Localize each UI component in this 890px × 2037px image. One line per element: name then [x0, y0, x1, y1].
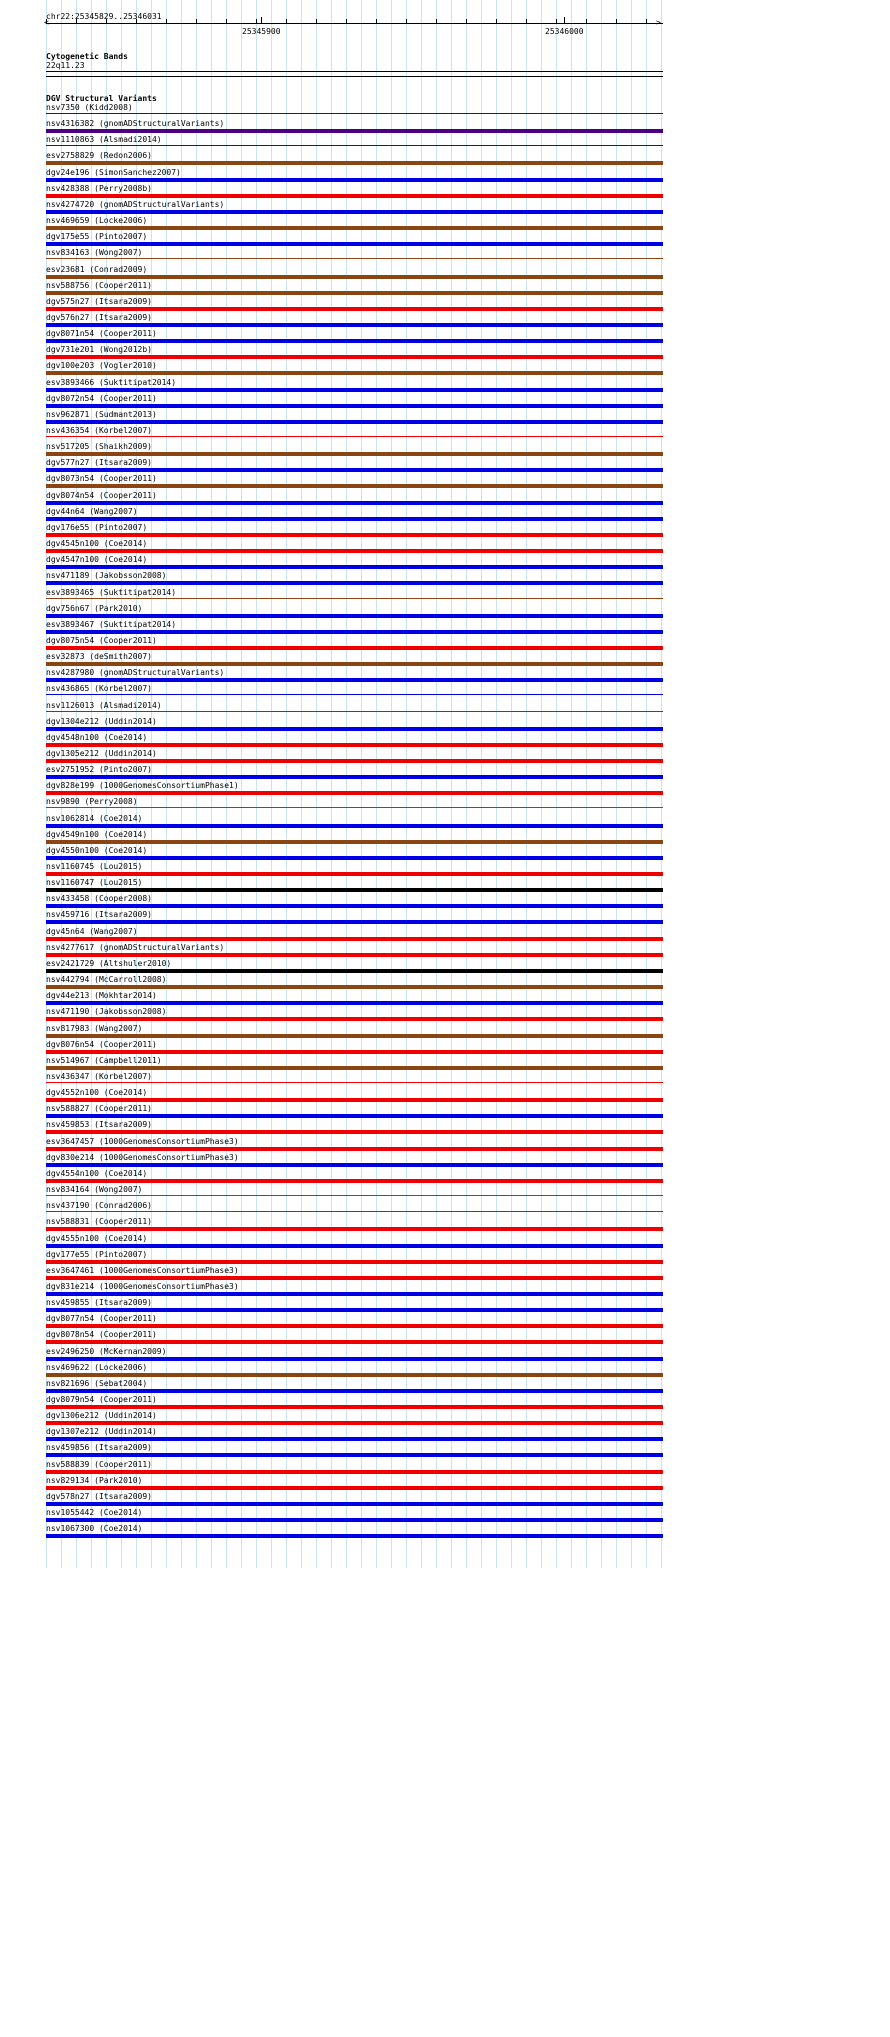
- variant-bar[interactable]: [46, 985, 663, 989]
- variant-label[interactable]: nsv1055442 (Coe2014): [46, 1508, 143, 1517]
- variant-label[interactable]: esv2421729 (Altshuler2010): [46, 959, 172, 968]
- variant-bar[interactable]: [46, 1502, 663, 1506]
- gridline: [466, 0, 467, 1568]
- variant-bar[interactable]: [46, 1389, 663, 1393]
- variant-bar[interactable]: [46, 533, 663, 537]
- ruler-tick: [496, 19, 497, 23]
- variant-bar[interactable]: [46, 565, 663, 569]
- variant-label[interactable]: nsv459853 (Itsara2009): [46, 1120, 152, 1129]
- ruler-tick-label-left: 25345900: [242, 27, 281, 36]
- variant-label[interactable]: nsv469659 (Locke2006): [46, 216, 148, 225]
- variant-label[interactable]: dgv44e213 (Mokhtar2014): [46, 991, 157, 1000]
- variant-bar[interactable]: [46, 1292, 663, 1296]
- gridline: [271, 0, 272, 1568]
- variant-bar[interactable]: [46, 436, 663, 437]
- variant-label[interactable]: nsv433458 (Cooper2008): [46, 894, 152, 903]
- variant-bar[interactable]: [46, 646, 663, 650]
- variant-label[interactable]: dgv45n64 (Wang2007): [46, 927, 138, 936]
- variant-label[interactable]: dgv8075n54 (Cooper2011): [46, 636, 157, 645]
- variant-bar[interactable]: [46, 113, 663, 114]
- variant-label[interactable]: dgv8077n54 (Cooper2011): [46, 1314, 157, 1323]
- variant-bar[interactable]: [46, 953, 663, 957]
- variant-bar[interactable]: [46, 694, 663, 695]
- variant-label[interactable]: nsv1126013 (Alsmadi2014): [46, 701, 162, 710]
- gridline: [481, 0, 482, 1568]
- gridline: [436, 0, 437, 1568]
- variant-label[interactable]: dgv8071n54 (Cooper2011): [46, 329, 157, 338]
- variant-label[interactable]: dgv176e55 (Pinto2007): [46, 523, 148, 532]
- variant-label[interactable]: esv3893465 (Suktitipat2014): [46, 588, 177, 597]
- gridline: [451, 0, 452, 1568]
- variant-bar[interactable]: [46, 501, 663, 505]
- gridline: [601, 0, 602, 1568]
- variant-label[interactable]: nsv9890 (Perry2008): [46, 797, 138, 806]
- variant-bar[interactable]: [46, 807, 663, 808]
- variant-label[interactable]: dgv828e199 (1000GenomesConsortiumPhase1): [46, 781, 239, 790]
- variant-label[interactable]: esv2751952 (Pinto2007): [46, 765, 152, 774]
- gridline: [661, 0, 662, 1568]
- variant-label[interactable]: dgv830e214 (1000GenomesConsortiumPhase3): [46, 1153, 239, 1162]
- variant-bar[interactable]: [46, 145, 663, 146]
- cytoband-track-title: Cytogenetic Bands: [46, 52, 128, 61]
- variant-bar[interactable]: [46, 1470, 663, 1474]
- variant-bar[interactable]: [46, 161, 663, 165]
- variant-bar[interactable]: [46, 598, 663, 599]
- variant-bar[interactable]: [46, 1340, 663, 1344]
- variant-label[interactable]: nsv817983 (Wang2007): [46, 1024, 143, 1033]
- variant-label[interactable]: dgv44n64 (Wang2007): [46, 507, 138, 516]
- variant-label[interactable]: nsv436865 (Korbel2007): [46, 684, 152, 693]
- variant-bar[interactable]: [46, 1244, 663, 1248]
- variant-bar[interactable]: [46, 1324, 663, 1328]
- variant-bar[interactable]: [46, 1421, 663, 1425]
- variant-label[interactable]: nsv471189 (Jakobsson2008): [46, 571, 167, 580]
- variant-label[interactable]: nsv7350 (Kidd2008): [46, 103, 133, 112]
- variant-label[interactable]: dgv575n27 (Itsara2009): [46, 297, 152, 306]
- variant-label[interactable]: nsv821696 (Sebat2004): [46, 1379, 148, 1388]
- variant-bar[interactable]: [46, 1308, 663, 1312]
- ruler-tick: [646, 19, 647, 23]
- variant-label[interactable]: nsv471190 (Jakobsson2008): [46, 1007, 167, 1016]
- variant-bar[interactable]: [46, 1163, 663, 1167]
- variant-label[interactable]: esv23681 (Conrad2009): [46, 265, 148, 274]
- variant-label[interactable]: dgv576n27 (Itsara2009): [46, 313, 152, 322]
- variant-label[interactable]: esv3647457 (1000GenomesConsortiumPhase3): [46, 1137, 239, 1146]
- variant-bar[interactable]: [46, 517, 663, 521]
- variant-bar[interactable]: [46, 1211, 663, 1212]
- ruler-tick: [466, 19, 467, 23]
- variant-bar[interactable]: [46, 355, 663, 359]
- variant-label[interactable]: nsv436354 (Korbel2007): [46, 426, 152, 435]
- variant-bar[interactable]: [46, 452, 663, 456]
- variant-label[interactable]: dgv1306e212 (Uddin2014): [46, 1411, 157, 1420]
- variant-label[interactable]: dgv831e214 (1000GenomesConsortiumPhase3): [46, 1282, 239, 1291]
- variant-label[interactable]: dgv8073n54 (Cooper2011): [46, 474, 157, 483]
- variant-label[interactable]: nsv4316382 (gnomADStructuralVariants): [46, 119, 225, 128]
- ruler-major-tick: [564, 17, 565, 24]
- variant-bar[interactable]: [46, 614, 663, 618]
- variant-bar[interactable]: [46, 275, 663, 279]
- variant-bar[interactable]: [46, 242, 663, 246]
- cytoband-line[interactable]: [46, 71, 663, 72]
- track-separator: [46, 76, 663, 77]
- variant-bar[interactable]: [46, 129, 663, 133]
- ruler-tick: [406, 19, 407, 23]
- variant-label[interactable]: esv32873 (deSmith2007): [46, 652, 152, 661]
- variant-label[interactable]: dgv175e55 (Pinto2007): [46, 232, 148, 241]
- variant-bar[interactable]: [46, 1276, 663, 1280]
- ruler-tick: [166, 19, 167, 23]
- ruler-tick: [196, 19, 197, 23]
- variant-bar[interactable]: [46, 1453, 663, 1457]
- variant-label[interactable]: nsv834163 (Wong2007): [46, 248, 143, 257]
- variant-label[interactable]: dgv4549n100 (Coe2014): [46, 830, 148, 839]
- variant-bar[interactable]: [46, 775, 663, 779]
- variant-bar[interactable]: [46, 1114, 663, 1118]
- variant-bar[interactable]: [46, 1357, 663, 1361]
- variant-label[interactable]: dgv4554n100 (Coe2014): [46, 1169, 148, 1178]
- ruler-axis[interactable]: [46, 23, 663, 24]
- variant-bar[interactable]: [46, 727, 663, 731]
- gridline: [556, 0, 557, 1568]
- ruler-major-tick: [261, 17, 262, 24]
- ruler-tick: [616, 19, 617, 23]
- variant-bar[interactable]: [46, 920, 663, 924]
- variant-label[interactable]: dgv4545n100 (Coe2014): [46, 539, 148, 548]
- variant-label[interactable]: dgv578n27 (Itsara2009): [46, 1492, 152, 1501]
- gridline: [421, 0, 422, 1568]
- ruler-tick: [586, 19, 587, 23]
- variant-bar[interactable]: [46, 307, 663, 311]
- gridline: [286, 0, 287, 1568]
- gridline: [331, 0, 332, 1568]
- variant-label[interactable]: esv3647461 (1000GenomesConsortiumPhase3): [46, 1266, 239, 1275]
- variant-label[interactable]: dgv4547n100 (Coe2014): [46, 555, 148, 564]
- variant-label[interactable]: dgv4552n100 (Coe2014): [46, 1088, 148, 1097]
- gridline: [496, 0, 497, 1568]
- cytoband-label[interactable]: 22q11.23: [46, 61, 85, 70]
- variant-label[interactable]: nsv4287980 (gnomADStructuralVariants): [46, 668, 225, 677]
- variant-label[interactable]: nsv517205 (Shaikh2009): [46, 442, 152, 451]
- variant-label[interactable]: dgv8074n54 (Cooper2011): [46, 491, 157, 500]
- gridline: [511, 0, 512, 1568]
- variant-bar[interactable]: [46, 759, 663, 763]
- ruler-arrow-left-icon: <: [44, 18, 49, 27]
- variant-label[interactable]: nsv442794 (McCarroll2008): [46, 975, 167, 984]
- variant-bar[interactable]: [46, 630, 663, 634]
- variant-bar[interactable]: [46, 856, 663, 860]
- variant-bar[interactable]: [46, 1066, 663, 1070]
- variant-label[interactable]: nsv1110863 (Alsmadi2014): [46, 135, 162, 144]
- variant-bar[interactable]: [46, 872, 663, 876]
- ruler-arrow-right-icon: >: [656, 18, 661, 27]
- variant-bar[interactable]: [46, 1373, 663, 1377]
- variant-bar[interactable]: [46, 1405, 663, 1409]
- variant-label[interactable]: esv3893467 (Suktitipat2014): [46, 620, 177, 629]
- variant-bar[interactable]: [46, 840, 663, 844]
- variant-label[interactable]: nsv4274720 (gnomADStructuralVariants): [46, 200, 225, 209]
- variant-bar[interactable]: [46, 1437, 663, 1441]
- variant-bar[interactable]: [46, 468, 663, 472]
- gridline: [586, 0, 587, 1568]
- variant-label[interactable]: nsv4277617 (gnomADStructuralVariants): [46, 943, 225, 952]
- variant-label[interactable]: esv2496250 (McKernan2009): [46, 1347, 167, 1356]
- variant-label[interactable]: nsv428388 (Perry2008b): [46, 184, 152, 193]
- variant-label[interactable]: nsv588756 (Cooper2011): [46, 281, 152, 290]
- dgv-track-title: DGV Structural Variants: [46, 94, 157, 103]
- variant-label[interactable]: dgv100e203 (Vogler2010): [46, 361, 157, 370]
- variant-bar[interactable]: [46, 904, 663, 908]
- variant-label[interactable]: dgv8076n54 (Cooper2011): [46, 1040, 157, 1049]
- variant-label[interactable]: nsv459855 (Itsara2009): [46, 1298, 152, 1307]
- variant-label[interactable]: dgv4548n100 (Coe2014): [46, 733, 148, 742]
- variant-bar[interactable]: [46, 210, 663, 214]
- variant-bar[interactable]: [46, 743, 663, 747]
- variant-label[interactable]: dgv24e196 (SimonSanchez2007): [46, 168, 181, 177]
- variant-bar[interactable]: [46, 1195, 663, 1196]
- ruler-tick-label-right: 25346000: [545, 27, 584, 36]
- gridline: [646, 0, 647, 1568]
- variant-bar[interactable]: [46, 549, 663, 553]
- gridline: [346, 0, 347, 1568]
- variant-bar[interactable]: [46, 662, 663, 666]
- variant-label[interactable]: nsv469622 (Locke2006): [46, 1363, 148, 1372]
- variant-label[interactable]: dgv8072n54 (Cooper2011): [46, 394, 157, 403]
- variant-bar[interactable]: [46, 711, 663, 712]
- variant-label[interactable]: esv3893466 (Suktitipat2014): [46, 378, 177, 387]
- variant-label[interactable]: nsv1160747 (Lou2015): [46, 878, 143, 887]
- variant-bar[interactable]: [46, 291, 663, 295]
- variant-label[interactable]: nsv588827 (Cooper2011): [46, 1104, 152, 1113]
- variant-bar[interactable]: [46, 1260, 663, 1264]
- variant-label[interactable]: nsv436347 (Korbel2007): [46, 1072, 152, 1081]
- variant-label[interactable]: dgv177e55 (Pinto2007): [46, 1250, 148, 1259]
- variant-label[interactable]: nsv829134 (Park2010): [46, 1476, 143, 1485]
- variant-bar[interactable]: [46, 1017, 663, 1021]
- variant-bar[interactable]: [46, 420, 663, 424]
- variant-bar[interactable]: [46, 1050, 663, 1054]
- variant-bar[interactable]: [46, 1001, 663, 1005]
- ruler-tick: [376, 19, 377, 23]
- variant-bar[interactable]: [46, 1179, 663, 1183]
- variant-label[interactable]: dgv577n27 (Itsara2009): [46, 458, 152, 467]
- variant-label[interactable]: nsv459716 (Itsara2009): [46, 910, 152, 919]
- gridline: [376, 0, 377, 1568]
- variant-label[interactable]: nsv834164 (Wong2007): [46, 1185, 143, 1194]
- variant-label[interactable]: dgv8078n54 (Cooper2011): [46, 1330, 157, 1339]
- variant-bar[interactable]: [46, 226, 663, 230]
- variant-label[interactable]: nsv1067300 (Coe2014): [46, 1524, 143, 1533]
- ruler-tick: [286, 19, 287, 23]
- variant-label[interactable]: nsv962871 (Sudmant2013): [46, 410, 157, 419]
- variant-label[interactable]: nsv588839 (Cooper2011): [46, 1460, 152, 1469]
- variant-bar[interactable]: [46, 178, 663, 182]
- variant-label[interactable]: dgv1304e212 (Uddin2014): [46, 717, 157, 726]
- variant-bar[interactable]: [46, 339, 663, 343]
- gridline: [301, 0, 302, 1568]
- variant-label[interactable]: nsv437190 (Conrad2006): [46, 1201, 152, 1210]
- gridline: [571, 0, 572, 1568]
- variant-bar[interactable]: [46, 323, 663, 327]
- variant-label[interactable]: dgv8079n54 (Cooper2011): [46, 1395, 157, 1404]
- variant-bar[interactable]: [46, 1082, 663, 1083]
- gridline: [316, 0, 317, 1568]
- variant-label[interactable]: esv2758829 (Redon2006): [46, 151, 152, 160]
- gridline: [541, 0, 542, 1568]
- variant-bar[interactable]: [46, 824, 663, 828]
- variant-bar[interactable]: [46, 1534, 663, 1538]
- gridline: [256, 0, 257, 1568]
- variant-bar[interactable]: [46, 1486, 663, 1490]
- variant-bar[interactable]: [46, 581, 663, 585]
- variant-bar[interactable]: [46, 404, 663, 408]
- variant-label[interactable]: dgv4555n100 (Coe2014): [46, 1234, 148, 1243]
- gridline: [391, 0, 392, 1568]
- ruler-tick: [556, 19, 557, 23]
- variant-bar[interactable]: [46, 1227, 663, 1231]
- variant-label[interactable]: dgv1307e212 (Uddin2014): [46, 1427, 157, 1436]
- variant-bar[interactable]: [46, 678, 663, 682]
- ruler-tick: [346, 19, 347, 23]
- variant-bar[interactable]: [46, 194, 663, 198]
- variant-label[interactable]: nsv588831 (Cooper2011): [46, 1217, 152, 1226]
- ruler-position-range: chr22:25345829..25346031: [46, 12, 162, 21]
- gridline: [406, 0, 407, 1568]
- gridline: [526, 0, 527, 1568]
- variant-label[interactable]: dgv756n67 (Park2010): [46, 604, 143, 613]
- variant-bar[interactable]: [46, 1518, 663, 1522]
- variant-label[interactable]: nsv1160745 (Lou2015): [46, 862, 143, 871]
- gridline: [361, 0, 362, 1568]
- variant-bar[interactable]: [46, 1130, 663, 1134]
- variant-bar[interactable]: [46, 969, 663, 973]
- variant-label[interactable]: dgv1305e212 (Uddin2014): [46, 749, 157, 758]
- variant-bar[interactable]: [46, 388, 663, 392]
- gridline: [631, 0, 632, 1568]
- variant-label[interactable]: nsv1062814 (Coe2014): [46, 814, 143, 823]
- variant-bar[interactable]: [46, 258, 663, 259]
- gridline: [241, 0, 242, 1568]
- variant-bar[interactable]: [46, 1098, 663, 1102]
- variant-bar[interactable]: [46, 484, 663, 488]
- variant-bar[interactable]: [46, 888, 663, 892]
- ruler-tick: [316, 19, 317, 23]
- variant-bar[interactable]: [46, 1147, 663, 1151]
- ruler-tick: [436, 19, 437, 23]
- variant-label[interactable]: nsv514967 (Campbell2011): [46, 1056, 162, 1065]
- ruler-tick: [526, 19, 527, 23]
- gridline: [616, 0, 617, 1568]
- variant-bar[interactable]: [46, 937, 663, 941]
- variant-bar[interactable]: [46, 791, 663, 795]
- ruler-tick: [256, 19, 257, 23]
- variant-label[interactable]: dgv731e201 (Wong2012b): [46, 345, 152, 354]
- variant-label[interactable]: nsv459856 (Itsara2009): [46, 1443, 152, 1452]
- ruler-tick: [226, 19, 227, 23]
- variant-bar[interactable]: [46, 1034, 663, 1038]
- variant-label[interactable]: dgv4550n100 (Coe2014): [46, 846, 148, 855]
- variant-bar[interactable]: [46, 371, 663, 375]
